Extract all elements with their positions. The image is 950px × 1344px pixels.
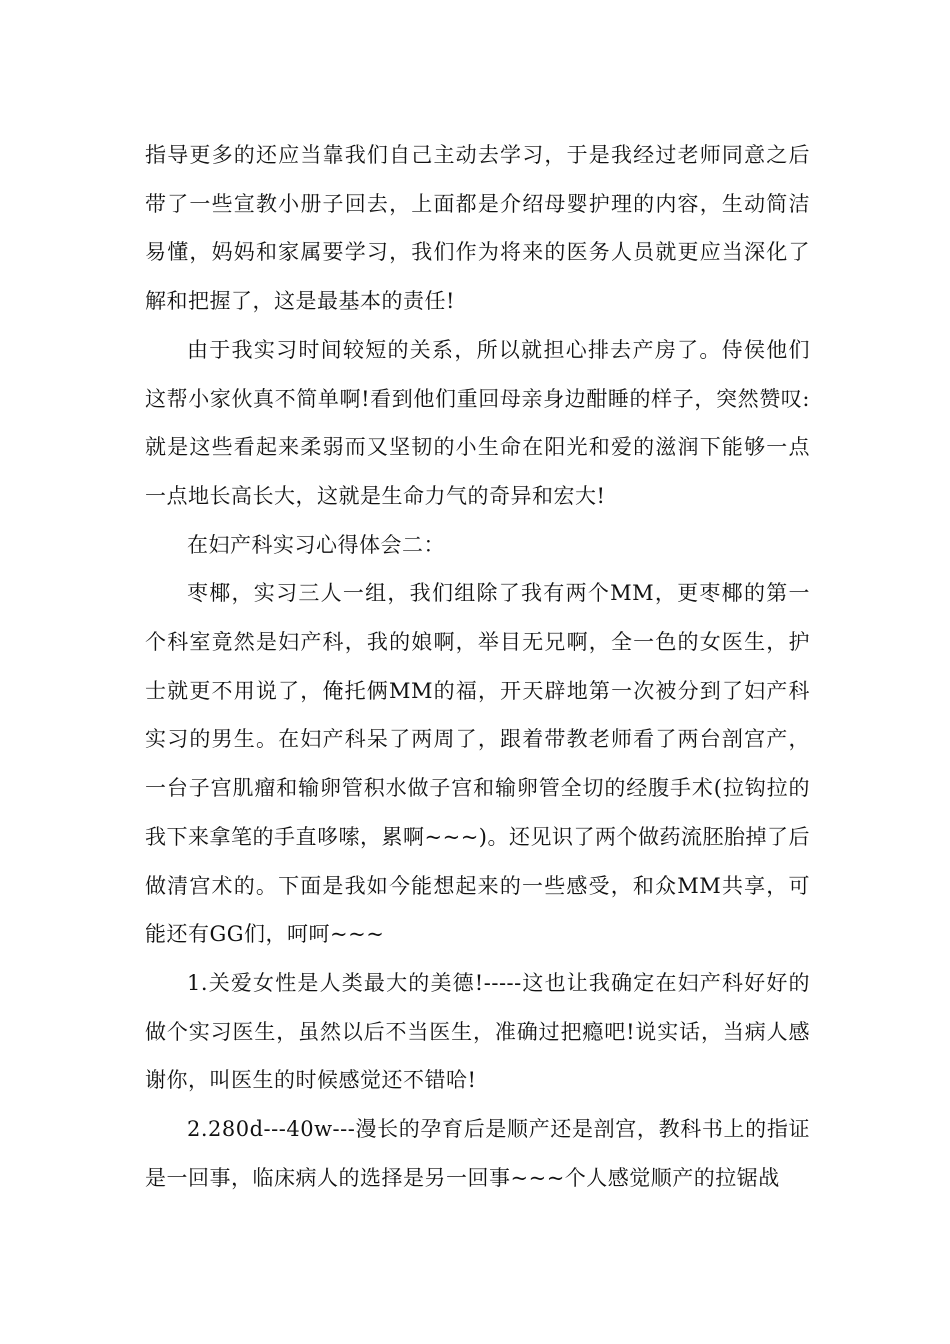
paragraph-5: 2.280d---40w---漫长的孕育后是顺产还是剖宫，教科书上的指证是一回事，临床病人的选择是另一回事~~~个人感觉顺产的拉锯战 (145, 1117, 810, 1190)
paragraph-4: 1.关爱女性是人类最大的美德!-----这也让我确定在妇产科好好的做个实习医生，虽然以后不当医生，准确过把瘾吧!说实话，当病人感谢你，叫医生的时候感觉还不错哈! (145, 970, 810, 1093)
paragraph-3: 枣椰，实习三人一组，我们组除了我有两个MM，更枣椰的第一个科室竟然是妇产科，我的娘啊，举目无兄啊，全一色的女医生，护士就更不用说了，俺托俩MM的福，开天辟地第一次被分到了妇产科实习的男生。在妇产科呆了两周了，跟着带教老师看了两台剖宫产，一台子宫肌瘤和输卵管积水做子宫和输卵管全切的经腹手术(拉钩拉的我下来拿笔的手直哆嗦，累啊~~~)。还见识了两个做药流胚胎掉了后做清宫术的。下面是我如今能想起来的一些感受，和众MM共享，可能还有GG们，呵呵~~~ (145, 581, 810, 947)
section-heading: 在妇产科实习心得体会二： (187, 532, 445, 557)
document-body (145, 131, 810, 1202)
paragraph-2: 由于我实习时间较短的关系，所以就担心排去产房了。侍侯他们这帮小家伙真不简单啊!看到他们重回母亲身边酣睡的样子，突然赞叹:就是这些看起来柔弱而又坚韧的小生命在阳光和爱的滋润下能够一点一点地长高长大，这就是生命力气的奇异和宏大! (145, 337, 810, 508)
paragraph-1: 指导更多的还应当靠我们自己主动去学习，于是我经过老师同意之后带了一些宣教小册子回去，上面都是介绍母婴护理的内容，生动简洁易懂，妈妈和家属要学习，我们作为将来的医务人员就更应当深化了解和把握了，这是最基本的责任! (145, 143, 810, 314)
